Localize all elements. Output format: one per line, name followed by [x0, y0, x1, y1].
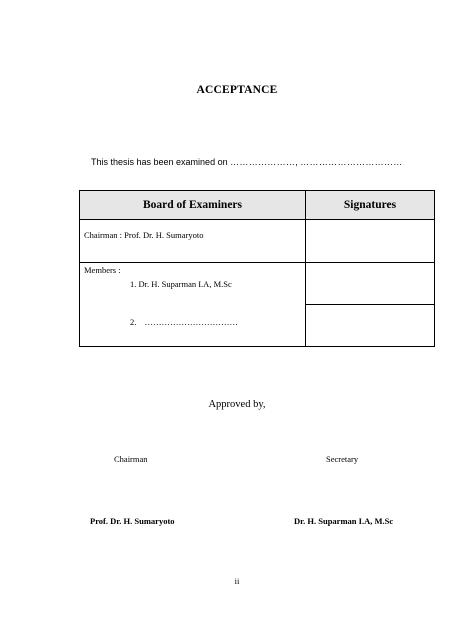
examined-text: This thesis has been examined on	[91, 157, 228, 167]
chairman-separator: :	[119, 230, 123, 240]
chairman-signature-box	[306, 220, 435, 263]
examined-separator: ,	[295, 157, 298, 167]
chairman-name: Prof. Dr. H. Sumaryoto	[124, 230, 204, 240]
chairman-cell	[80, 220, 306, 263]
member-2-blank: ……………………………	[144, 317, 238, 327]
member-1-number: 1.	[130, 279, 137, 289]
members-row-1	[80, 263, 435, 305]
members-label: Members	[84, 265, 117, 275]
member-2-entry	[130, 317, 238, 327]
chairman-row	[80, 220, 435, 263]
table-header-row	[80, 191, 435, 220]
member-1-name: Dr. H. Suparman I.A, M.Sc	[138, 279, 232, 289]
chairman-signatory-name: Prof. Dr. H. Sumaryoto	[90, 516, 175, 526]
chairman-entry	[80, 220, 305, 240]
members-heading	[84, 265, 121, 275]
member-2-signature-box	[306, 305, 435, 347]
member-1-signature-box	[306, 263, 435, 305]
page-number: ii	[234, 576, 240, 586]
chairman-role-label: Chairman	[114, 454, 148, 464]
board-header: Board of Examiners	[80, 191, 306, 220]
secretary-role-label: Secretary	[326, 454, 359, 464]
examined-statement	[91, 157, 403, 167]
members-separator: :	[118, 265, 121, 275]
page-title: ACCEPTANCE	[196, 84, 278, 96]
examined-date-blank: …………………	[230, 157, 296, 167]
member-1-entry	[130, 279, 232, 289]
members-cell	[80, 263, 306, 347]
chairman-label: Chairman	[84, 230, 118, 240]
board-of-examiners-table	[79, 190, 435, 347]
approved-by-label: Approved by,	[208, 399, 266, 410]
secretary-signatory-name: Dr. H. Suparman I.A, M.Sc	[294, 516, 394, 526]
signatures-header: Signatures	[306, 191, 435, 220]
examined-place-blank: ……………………………	[300, 157, 403, 167]
member-2-number: 2.	[130, 317, 137, 327]
